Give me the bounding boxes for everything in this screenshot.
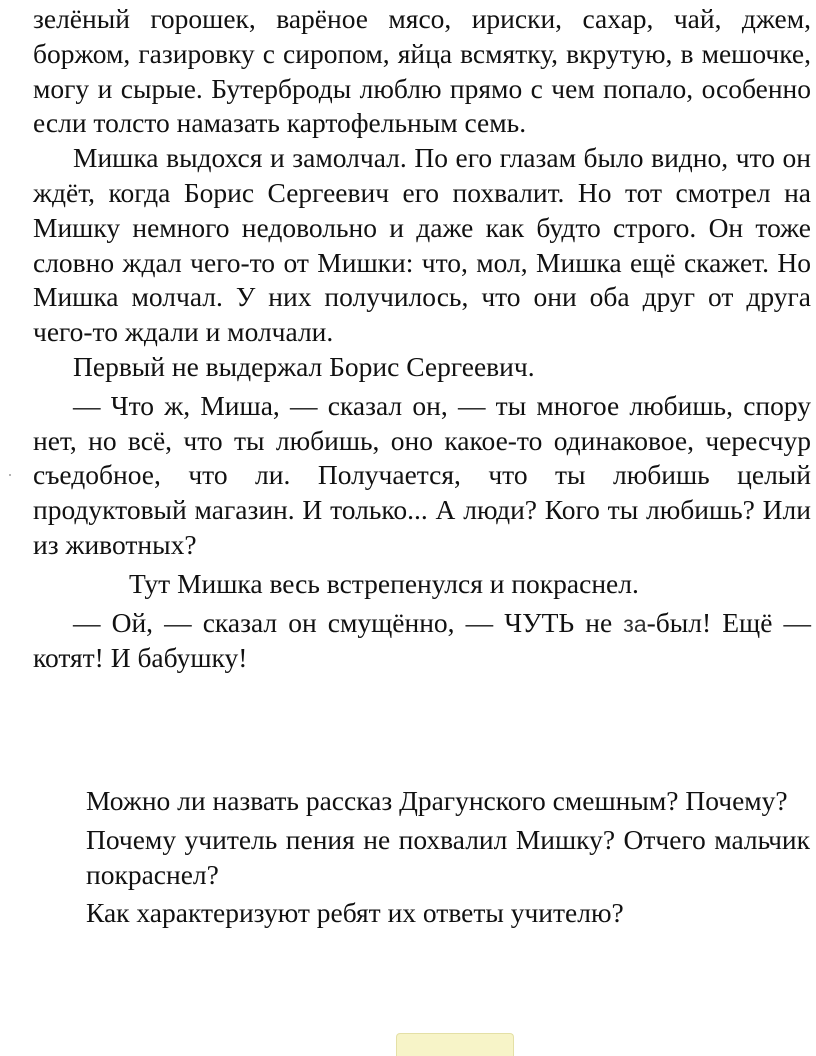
page-number-tab: [396, 1033, 514, 1056]
question-3: Как характеризуют ребят их ответы учителю?: [86, 897, 624, 929]
story-paragraph-6-start: — Ой, — сказал он смущённо, — ЧУТЬ не: [73, 606, 624, 638]
story-paragraph-6-fragment: за: [623, 610, 647, 637]
question-2: Почему учитель пения не похвалил Мишку? Отчего мальчик покраснел?: [86, 823, 810, 890]
story-text: [33, 2, 811, 676]
story-paragraph-2: Мишка выдохся и замолчал. По его глазам было видно, что он ждёт, когда Борис Сергеевич его похвалит. Но тот смотрел на Мишку немного недовольно и даже как будто строго. Он тоже словно ждал чего-то от Мишки: что, мол, Мишка ещё скажет. Но Мишка молчал. У них получилось, что они оба друг от друга чего-то ждали и молчали.: [33, 142, 811, 348]
question-1: Можно ли назвать рассказ Драгунского смешным? Почему?: [86, 785, 788, 816]
questions-block: [86, 784, 810, 935]
story-paragraph-5: Тут Мишка весь встрепенулся и покраснел.: [129, 567, 639, 599]
story-paragraph-3: Первый не выдержал Борис Сергеевич.: [73, 350, 535, 382]
story-paragraph-6: [33, 606, 811, 677]
scan-speck: [9, 474, 11, 476]
story-paragraph-1: зелёный горошек, варёное мясо, ириски, сахар, чай, джем, боржом, газировку с сиропом, яйца всмятку, вкрутую, в мешочке, могу и сырые. Бутерброды люблю прямо с чем попало, особенно если толсто намазать картофельным семь.: [33, 3, 811, 139]
story-paragraph-6-end: -был! Ещё — котят! И бабушку!: [33, 606, 811, 674]
story-paragraph-4: — Что ж, Миша, — сказал он, — ты многое любишь, спору нет, но всё, что ты любишь, оно какое-то одинаковое, чересчур съедобное, что ли. Получается, что ты любишь целый продуктовый магазин. И только... А люди? Кого ты любишь? Или из животных?: [33, 389, 811, 560]
